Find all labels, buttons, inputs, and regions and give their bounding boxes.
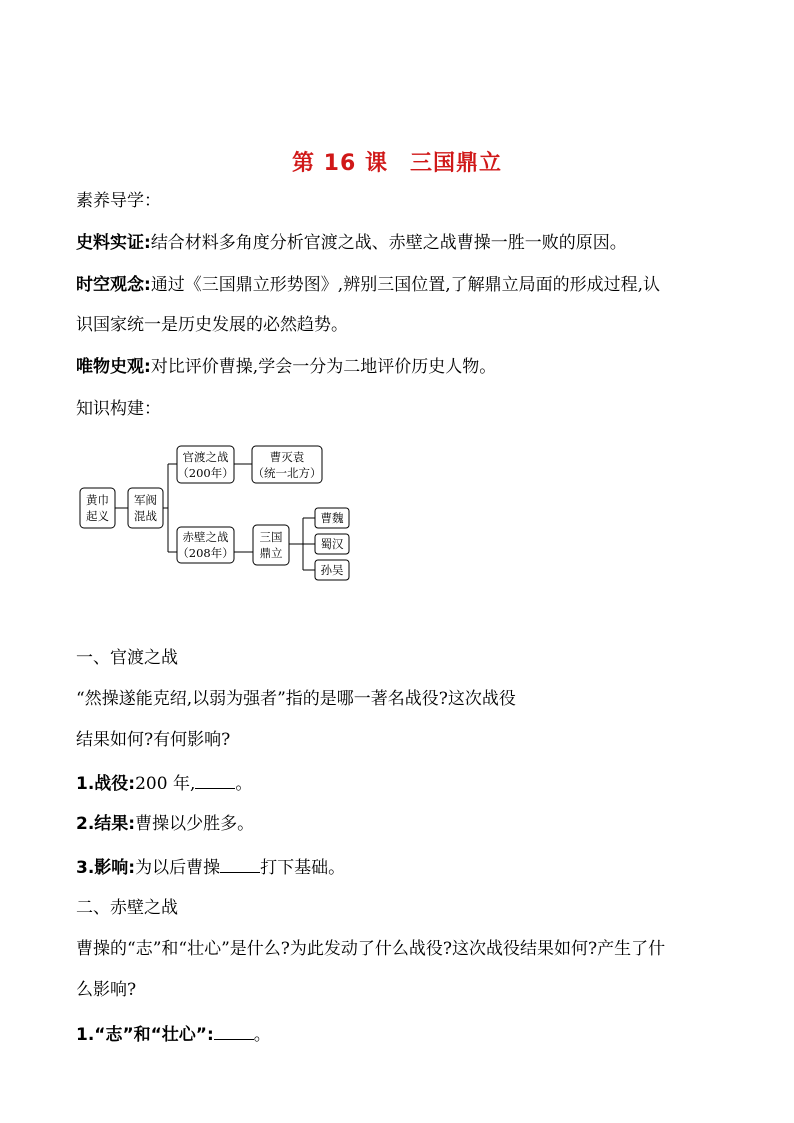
section1-question: “然操遂能克绍,以弱为强者”指的是哪一著名战役?这次战役 (76, 689, 516, 709)
answer-blank[interactable] (195, 772, 235, 789)
knowledge-diagram (78, 444, 358, 584)
guide-item-text: 对比评价曹操,学会一分为二地评价历史人物。 (150, 357, 497, 377)
guide-item-evidence (76, 233, 726, 253)
diagram-text: 曹灭袁 (269, 450, 305, 464)
diagram-text: 混战 (134, 509, 157, 523)
diagram-text: 曹魏 (320, 511, 344, 525)
q2-text: 曹操以少胜多。 (135, 814, 255, 834)
guide-item-spacetime (76, 275, 726, 295)
diagram-text: 孙吴 (320, 563, 344, 577)
section2-question: 曹操的“志”和“壮心”是什么?为此发动了什么战役?这次战役结果如何?产生了什 (76, 939, 666, 959)
guide-item-text: 结合材料多角度分析官渡之战、赤壁之战曹操一胜一败的原因。 (150, 233, 627, 253)
knowledge-heading: 知识构建： (76, 399, 161, 419)
q3-label: 3.影响: (76, 858, 136, 878)
guide-item-label: 史料实证: (76, 233, 151, 253)
section1-q1 (76, 772, 726, 794)
section2-question-continued: 么影响? (76, 980, 137, 1000)
guide-item-label: 唯物史观: (76, 357, 151, 377)
diagram-text: （统一北方） (252, 466, 322, 480)
q3-text: 打下基础。 (260, 858, 346, 878)
diagram-text: 蜀汉 (320, 537, 344, 551)
guide-item-label: 时空观念: (76, 275, 151, 295)
diagram-text: 军阀 (134, 493, 157, 507)
diagram-text: 赤壁之战 (182, 530, 229, 544)
diagram-text: （200年） (177, 466, 234, 480)
diagram-text: 黄巾 (86, 493, 109, 507)
guide-item-text-continued: 识国家统一是历史发展的必然趋势。 (76, 315, 348, 335)
diagram-text: 三国 (259, 530, 283, 544)
section1-q3 (76, 856, 726, 878)
section2-heading: 二、赤壁之战 (76, 898, 178, 918)
answer-blank[interactable] (214, 1023, 254, 1040)
period: 。 (235, 774, 253, 794)
diagram-text: 鼎立 (259, 546, 283, 560)
diagram-text: 起义 (86, 509, 109, 523)
q1-label: 1.“志”和“壮心”: (76, 1025, 214, 1045)
q1-label: 1.战役: (76, 774, 136, 794)
guide-heading: 素养导学： (76, 191, 161, 211)
diagram-text: 官渡之战 (182, 450, 229, 464)
q1-text: 200 年, (135, 774, 196, 794)
period: 。 (253, 1025, 271, 1045)
guide-item-text: 通过《三国鼎立形势图》,辨别三国位置,了解鼎立局面的形成过程,认 (150, 275, 661, 295)
guide-item-materialism (76, 357, 726, 377)
q2-label: 2.结果: (76, 814, 136, 834)
section2-q1 (76, 1023, 726, 1045)
section1-q2 (76, 814, 726, 834)
section1-question-continued: 结果如何?有何影响? (76, 730, 231, 750)
section1-heading: 一、官渡之战 (76, 648, 178, 668)
q3-text: 为以后曹操 (135, 858, 221, 878)
page-title: 第 16 课 三国鼎立 (292, 151, 502, 176)
diagram-text: （208年） (177, 546, 234, 560)
answer-blank[interactable] (220, 856, 260, 873)
